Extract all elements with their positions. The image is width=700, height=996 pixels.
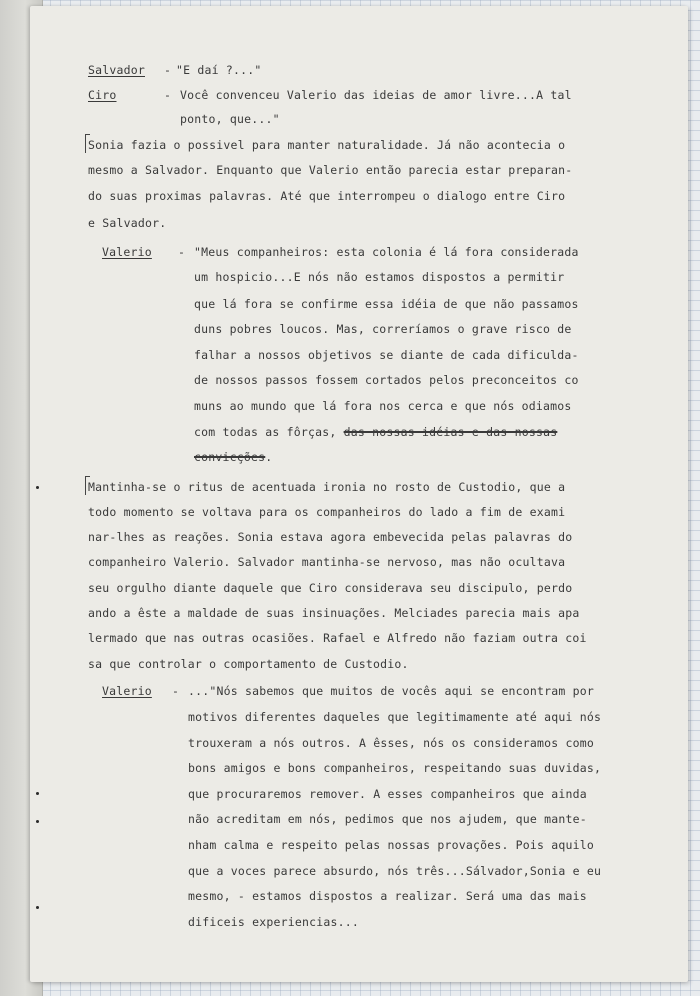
- speaker-ciro: Ciro: [88, 88, 117, 102]
- speech-text: .: [265, 450, 273, 464]
- binder-hole: [36, 820, 39, 823]
- speech-text: com todas as fôrças,: [194, 425, 344, 439]
- speech-line: que procuraremos remover. A esses companheiros que ainda: [188, 787, 587, 801]
- narration-line: seu orgulho diante daquele que Ciro considerava seu discipulo, perdo: [88, 581, 573, 595]
- dialogue-line: Você convenceu Valerio das ideias de amor livre...A tal: [180, 88, 572, 102]
- speech-line: "Meus companheiros: esta colonia é lá fora considerada: [194, 245, 579, 259]
- narration-line: nar-lhes as reações. Sonia estava agora embevecida pelas palavras do: [88, 530, 573, 544]
- speech-line: [194, 424, 557, 440]
- struck-text: convicções: [194, 450, 266, 464]
- speech-line: motivos diferentes daqueles que legitimamente até aqui nós: [188, 710, 602, 724]
- speech-line: de nossos passos fossem cortados pelos preconceitos co: [194, 373, 579, 387]
- speaker-valerio: Valerio: [102, 245, 152, 259]
- binder-hole: [36, 792, 39, 795]
- narration-line: e Salvador.: [88, 216, 167, 230]
- speaker-salvador: Salvador: [88, 63, 145, 77]
- speech-line: falhar a nossos objetivos se diante de cada dificulda-: [194, 348, 579, 362]
- speaker-valerio: Valerio: [102, 684, 152, 698]
- speech-line: não acreditam em nós, pedimos que nos ajudem, que mante-: [188, 812, 587, 826]
- binder-hole: [36, 486, 39, 489]
- speech-line: que a voces parece absurdo, nós três...Sálvador,Sonia e eu: [188, 864, 602, 878]
- speech-line: que lá fora se confirme essa idéia de que não passamos: [194, 297, 579, 311]
- narration-line: mesmo a Salvador. Enquanto que Valerio então parecia estar preparan-: [88, 163, 573, 177]
- dialogue-line: "E daí ?...": [176, 63, 262, 77]
- narration-line: Sonia fazia o possivel para manter naturalidade. Já não acontecia o: [88, 138, 566, 152]
- narration-line: sa que controlar o comportamento de Custodio.: [88, 657, 409, 671]
- speech-line: bons amigos e bons companheiros, respeitando suas duvidas,: [188, 761, 602, 775]
- narration-line: ando a êste a maldade de suas insinuações. Melciades parecia mais apa: [88, 606, 580, 620]
- dialogue-dash: -: [172, 684, 180, 698]
- speech-line: duns pobres loucos. Mas, correríamos o grave risco de: [194, 322, 572, 336]
- narration-line: Mantinha-se o ritus de acentuada ironia no rosto de Custodio, que a: [88, 480, 566, 494]
- speech-line: dificeis experiencias...: [188, 915, 359, 929]
- speech-line: mesmo, - estamos dispostos a realizar. Será uma das mais: [188, 889, 587, 903]
- dialogue-dash: -: [164, 88, 172, 102]
- speech-line: um hospicio...E nós não estamos dispostos a permitir: [194, 270, 565, 284]
- speech-line: muns ao mundo que lá fora nos cerca e que nós odiamos: [194, 399, 572, 413]
- narration-line: do suas proximas palavras. Até que interrompeu o dialogo entre Ciro: [88, 189, 566, 203]
- narration-line: companheiro Valerio. Salvador mantinha-se nervoso, mas não ocultava: [88, 555, 566, 569]
- speech-line: trouxeram a nós outros. A êsses, nós os consideramos como: [188, 736, 595, 750]
- narration-line: lermado que nas outras ocasiões. Rafael e Alfredo não faziam outra coi: [88, 631, 587, 645]
- speech-line: [194, 449, 272, 465]
- speech-line: nham calma e respeito pelas nossas provações. Pois aquilo: [188, 838, 595, 852]
- dialogue-dash: -: [164, 63, 172, 77]
- struck-text: das nossas idéias e das nossas: [343, 425, 558, 439]
- speech-line: ..."Nós sabemos que muitos de vocês aqui se encontram por: [188, 684, 595, 698]
- dialogue-line: ponto, que...": [180, 112, 280, 126]
- narration-line: todo momento se voltava para os companheiros do lado a fim de exami: [88, 505, 566, 519]
- binder-hole: [36, 906, 39, 909]
- dialogue-dash: -: [178, 245, 186, 259]
